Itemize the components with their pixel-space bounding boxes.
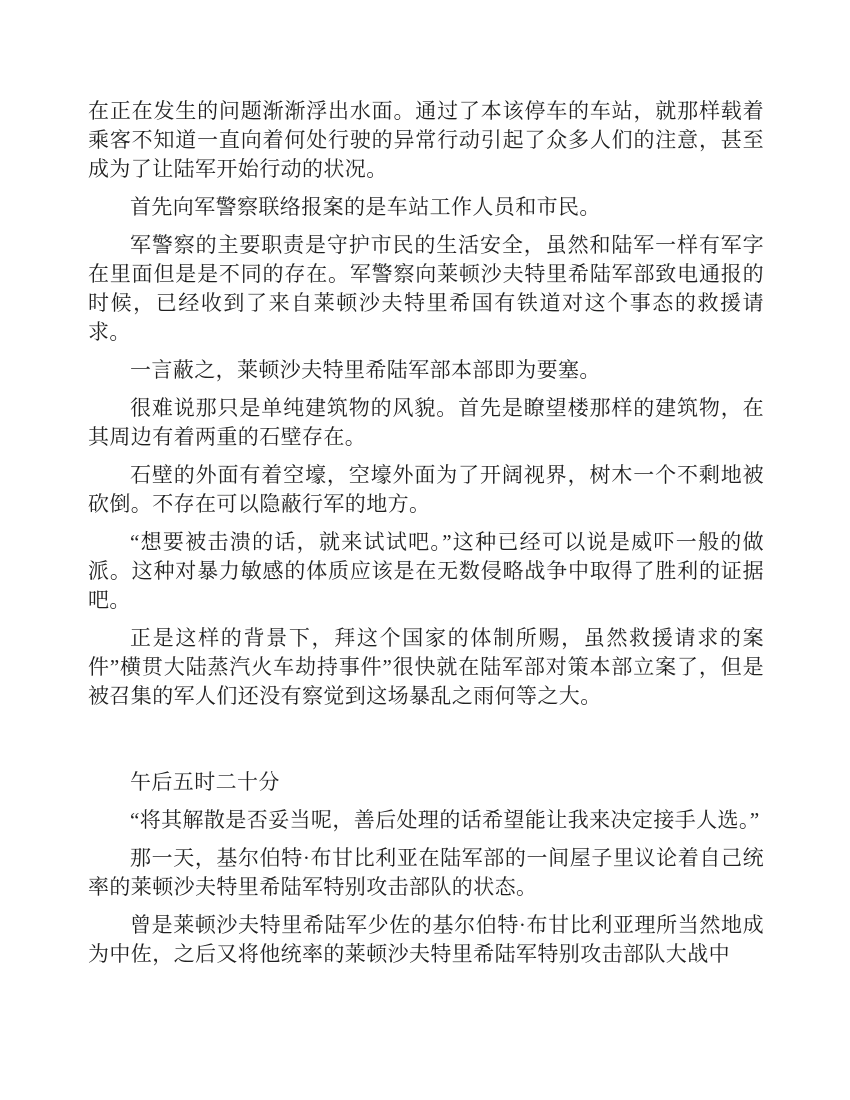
paragraph: 一言蔽之，莱顿沙夫特里希陆军部本部即为要塞。 bbox=[130, 358, 601, 382]
paragraph: 石壁的外面有着空壕，空壕外面为了开阔视界，树木一个不剩地被砍倒。不存在可以隐蔽行军的地方。 bbox=[88, 463, 764, 516]
paragraph: 曾是莱顿沙夫特里希陆军少佐的基尔伯特·布甘比利亚理所当然地成为中佐，之后又将他统率的莱顿沙夫特里希陆军特别攻击部队大战中 bbox=[88, 913, 764, 966]
paragraph: “将其解散是否妥当呢，善后处理的话希望能让我来决定接手人选。” bbox=[130, 808, 760, 832]
paragraph: “想要被击溃的话，就来试试吧。”这种已经可以说是威吓一般的做派。这种对暴力敏感的体质应该是在无数侵略战争中取得了胜利的证据吧。 bbox=[88, 530, 764, 612]
paragraph: 那一天，基尔伯特·布甘比利亚在陆军部的一间屋子里议论着自己统率的莱顿沙夫特里希陆军特别攻击部队的状态。 bbox=[88, 846, 764, 899]
paragraph: 在正在发生的问题渐渐浮出水面。通过了本该停车的车站，就那样载着乘客不知道一直向着何处行驶的异常行动引起了众多人们的注意，甚至成为了让陆军开始行动的状况。 bbox=[88, 99, 764, 181]
paragraph: 很难说那只是单纯建筑物的风貌。首先是瞭望楼那样的建筑物，在其周边有着两重的石壁存在。 bbox=[88, 396, 764, 449]
page-content bbox=[88, 97, 764, 969]
scene-time-heading: 午后五时二十分 bbox=[130, 770, 280, 794]
scene-break-spacer bbox=[88, 720, 764, 768]
paragraph: 军警察的主要职责是守护市民的生活安全，虽然和陆军一样有军字在里面但是是不同的存在。军警察向莱顿沙夫特里希陆军部致电通报的时候，已经收到了来自莱顿沙夫特里希国有铁道对这个事态的救援请求。 bbox=[88, 233, 764, 344]
paragraph: 正是这样的背景下，拜这个国家的体制所赐，虽然救援请求的案件”横贯大陆蒸汽火车劫持事件”很快就在陆军部对策本部立案了，但是被召集的军人们还没有察觉到这场暴乱之雨何等之大。 bbox=[88, 626, 764, 708]
paragraph: 首先向军警察联络报案的是车站工作人员和市民。 bbox=[130, 195, 601, 219]
